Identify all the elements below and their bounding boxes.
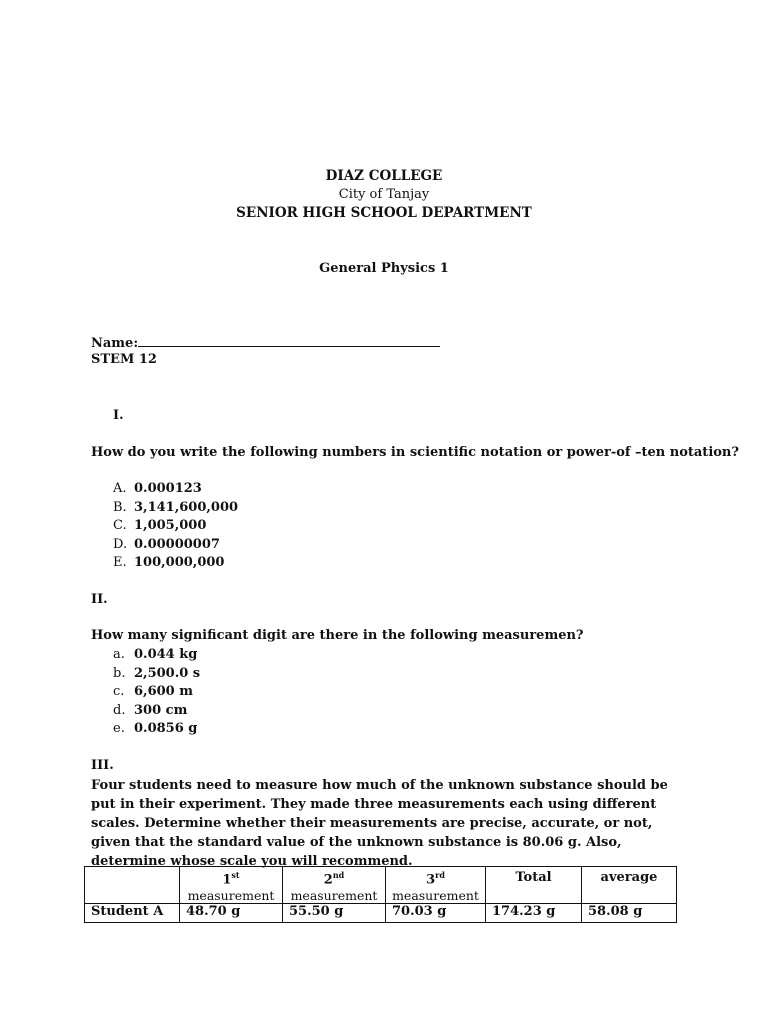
header-blank-cell [85,867,180,904]
list-item [113,537,220,552]
part1-label: I. [113,408,124,423]
school-city: City of Tanjay [338,187,430,202]
department-title: SENIOR HIGH SCHOOL DEPARTMENT [236,205,532,221]
part3-label: III. [91,758,114,773]
list-item [113,518,206,533]
school-name: DIAZ COLLEGE [325,168,443,184]
measurement-table [84,866,677,923]
list-item [113,721,197,736]
header-text: measurement [290,888,378,904]
list-marker: c. [113,684,125,699]
section-label: STEM 12 [91,352,157,367]
list-marker: C. [113,518,127,533]
list-text: 2,500.0 s [134,666,201,681]
list-item [113,481,202,496]
table-header-row [85,867,677,904]
list-item [113,500,238,515]
part1-question: How do you write the following numbers in scientific notation or power-of –ten notation? [91,445,739,460]
header-cell [283,867,386,904]
name-label: Name: [91,336,139,351]
part3-paragraph: Four students need to measure how much of the unknown substance should be put in their experiment. They made three measurements each using different scales. Determine whether their measurements are precise, accurate, or not, given that the standard value of the unknown substance is 80.06 g. Also, determine whose scale you will recommend. [91,778,668,869]
header-text: measurement [392,888,479,904]
header-cell [180,867,283,904]
subject-title: General Physics 1 [319,261,449,276]
header-average: average [600,870,658,885]
list-text: 3,141,600,000 [134,500,239,515]
name-blank[interactable] [138,334,440,347]
name-field [91,334,440,351]
list-item [113,684,193,699]
list-item [113,666,200,681]
total-cell: 174.23 g [486,904,582,923]
header-ordinal: 1st [222,870,240,888]
header-average-cell [582,867,677,904]
list-marker: B. [113,500,127,515]
header-ordinal: 2nd [323,870,345,888]
list-text: 0.00000007 [134,537,220,552]
average-cell: 58.08 g [582,904,677,923]
part2-question: How many significant digit are there in the following measuremen? [91,628,584,643]
student-cell: Student A [85,904,180,923]
list-text: 1,005,000 [134,518,207,533]
list-text: 6,600 m [134,684,193,699]
table-row [85,904,677,923]
header-cell [386,867,486,904]
list-text: 0.0856 g [134,721,198,736]
list-marker: b. [113,666,126,681]
list-marker: A. [113,481,127,496]
list-marker: e. [113,721,125,736]
list-marker: E. [113,555,127,570]
header-ordinal: 3rd [426,870,445,888]
list-item [113,703,187,718]
list-text: 0.044 kg [134,647,198,662]
measurement-cell: 70.03 g [386,904,486,923]
list-item [113,647,197,662]
list-item [113,555,224,570]
measurement-cell: 55.50 g [283,904,386,923]
list-marker: d. [113,703,126,718]
header-text: measurement [187,888,275,904]
list-text: 300 cm [134,703,188,718]
list-text: 0.000123 [134,481,202,496]
header-total-cell [486,867,582,904]
part2-label: II. [91,592,108,607]
list-marker: a. [113,647,125,662]
list-marker: D. [113,537,128,552]
measurement-cell: 48.70 g [180,904,283,923]
list-text: 100,000,000 [134,555,225,570]
header-total: Total [515,870,552,885]
